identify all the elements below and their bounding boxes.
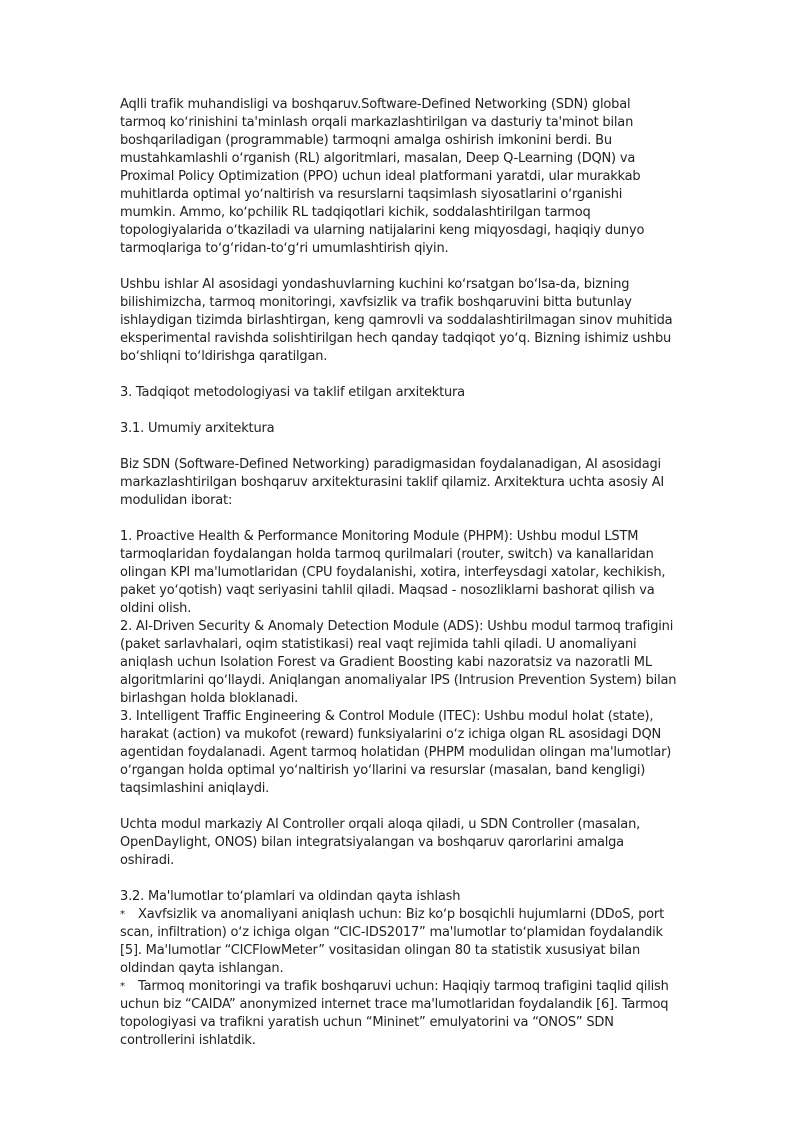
controller-paragraph: Uchta modul markaziy AI Controller orqali aloqa qiladi, u SDN Controller (masalan, OpenDaylight, ONOS) bilan integratsiyalangan va boshqaruv qarorlarini amalga oshiradi. xyxy=(120,817,641,868)
bullet-text: Tarmoq monitoringi va trafik boshqaruvi uchun: Haqiqiy tarmoq trafigini taqlid qilish uchun biz “CAIDA” anonymized internet trace ma'lumotlaridan foydalandik [6]. Tarmoq topologiyasi va trafikni yaratish uchun “Mininet” emulyatorini va “ONOS” SDN controllerini ishlatdik. xyxy=(120,979,669,1048)
module-item-itec: 3. Intelligent Traffic Engineering & Control Module (ITEC): Ushbu modul holat (state), harakat (action) va mukofot (reward) funksiyalarini oʻz ichiga olgan RL asosidagi DQN agentidan foydalanadi. Agent tarmoq holatidan (PHPM modulidan olingan ma'lumotlar) oʻrgangan holda optimal yoʻnaltirish yoʻllarini va resurslar (masalan, band kengligi) taqsimlashini aniqlaydi. xyxy=(120,709,672,796)
bullet-item-traffic-dataset xyxy=(120,978,680,1050)
module-item-phpm: 1. Proactive Health & Performance Monitoring Module (PHPM): Ushbu modul LSTM tarmoqlaridan foydalangan holda tarmoq qurilmalari (router, switch) va kanallaridan olingan KPI ma'lumotlaridan (CPU foydalanishi, xotira, interfeysdagi xatolar, kechikish, paket yoʻqotish) vaqt seriyasini tahlil qiladi. Maqsad - nosozliklarni bashorat qilish va oldini olish. xyxy=(120,529,666,616)
bullet-text: Xavfsizlik va anomaliyani aniqlash uchun: Biz koʻp bosqichli hujumlarni (DDoS, port scan, infiltration) oʻz ichiga olgan “CIC-IDS2017” ma'lumotlar toʻplamidan foydalandik [5]. Ma'lumotlar “CICFlowMeter” vositasidan olingan 80 ta statistik xususiyat bilan oldindan qayta ishlangan. xyxy=(120,907,664,976)
intro-paragraph: Aqlli trafik muhandisligi va boshqaruv.Software-Defined Networking (SDN) global tarmoq koʻrinishini ta'minlash orqali markazlashtirilgan va dasturiy ta'minot bilan boshqariladigan (programmable) tarmoqni amalga oshirish imkonini berdi. Bu mustahkamlashli oʻrganish (RL) algoritmlari, masalan, Deep Q-Learning (DQN) va Proximal Policy Optimization (PPO) uchun ideal platformani yaratdi, ular murakkab muhitlarda optimal yoʻnaltirish va resurslarni taqsimlash siyosatlarini oʻrganishi mumkin. Ammo, koʻpchilik RL tadqiqotlari kichik, soddalashtirilgan tarmoq topologiyalarida oʻtkaziladi va ularning natijalarini keng miqyosdagi, haqiqiy dunyo tarmoqlariga toʻgʻridan-toʻgʻri umumlashtirish qiyin. xyxy=(120,97,645,256)
paragraph-gap xyxy=(120,402,680,420)
section-3-heading: 3. Tadqiqot metodologiyasi va taklif etilgan arxitektura xyxy=(120,385,465,400)
paragraph-gap xyxy=(120,366,680,384)
bullet-item-security-dataset xyxy=(120,906,680,978)
paragraph-gap xyxy=(120,870,680,888)
research-gap-paragraph: Ushbu ishlar AI asosidagi yondashuvlarning kuchini koʻrsatgan boʻlsa-da, bizning bilishimizcha, tarmoq monitoringi, xavfsizlik va trafik boshqaruvini bitta butunlay ishlaydigan tizimda birlashtirgan, keng qamrovli va soddalashtirilmagan sinov muhitida eksperimental ravishda solishtirilgan hech qanday tadqiqot yoʻq. Bizning ishimiz ushbu boʻshliqni toʻldirishga qaratilgan. xyxy=(120,277,673,364)
module-item-ads: 2. AI-Driven Security & Anomaly Detection Module (ADS): Ushbu modul tarmoq trafigini (paket sarlavhalari, oqim statistikasi) real vaqt rejimida tahli qiladi. U anomaliyani aniqlash uchun Isolation Forest va Gradient Boosting kabi nazoratsiz va nazoratli ML algoritmlarini qoʻllaydi. Aniqlangan anomaliyalar IPS (Intrusion Prevention System) bilan birlashgan holda bloklanadi. xyxy=(120,619,677,706)
paragraph-gap xyxy=(120,510,680,528)
section-3-2-heading: 3.2. Ma'lumotlar toʻplamlari va oldindan qayta ishlash xyxy=(120,889,461,904)
paragraph-gap xyxy=(120,438,680,456)
section-3-1-heading: 3.1. Umumiy arxitektura xyxy=(120,421,275,436)
architecture-intro-paragraph: Biz SDN (Software-Defined Networking) paradigmasidan foydalanadigan, AI asosidagi markazlashtirilgan boshqaruv arxitekturasini taklif qilamiz. Arxitektura uchta asosiy AI modulidan iborat: xyxy=(120,457,665,508)
paragraph-gap xyxy=(120,258,680,276)
paragraph-gap xyxy=(120,798,680,816)
document-page xyxy=(120,96,680,1050)
bullet-icon: * xyxy=(120,981,125,992)
bullet-icon: * xyxy=(120,909,125,920)
